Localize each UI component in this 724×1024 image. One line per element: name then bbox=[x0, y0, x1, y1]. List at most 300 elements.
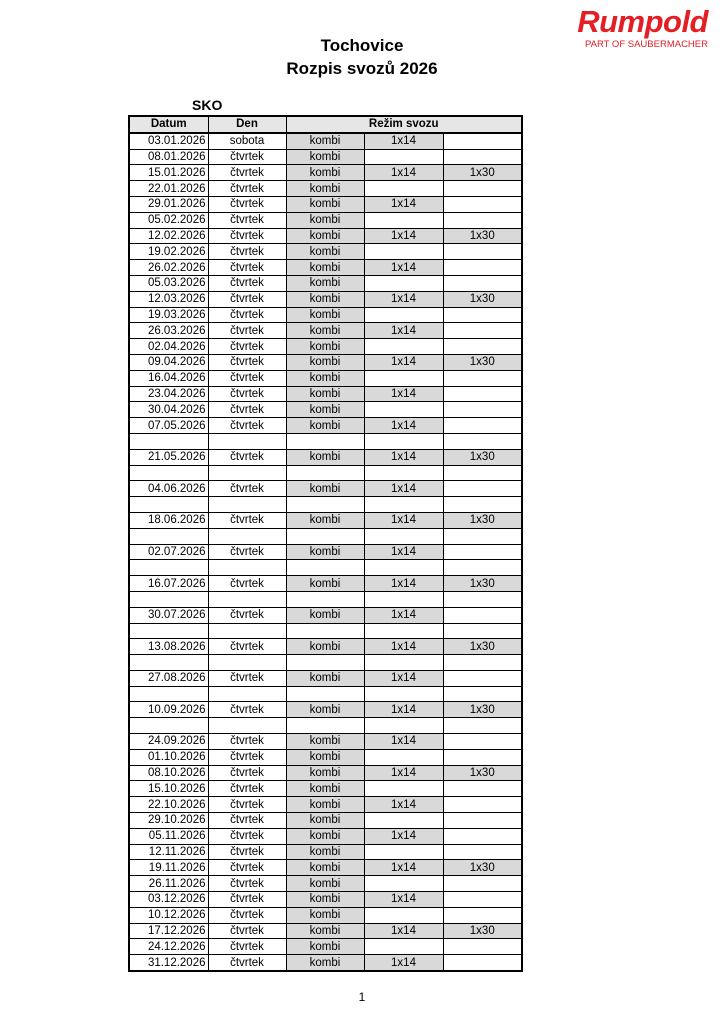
date-cell: 22.01.2026 bbox=[129, 181, 208, 197]
table-row bbox=[129, 734, 522, 750]
date-cell: 30.07.2026 bbox=[129, 607, 208, 623]
table-row bbox=[129, 797, 522, 813]
table-row bbox=[129, 339, 522, 355]
type-cell: kombi bbox=[286, 749, 364, 765]
mode-1x14-cell: 1x14 bbox=[364, 196, 443, 212]
mode-1x14-cell: 1x14 bbox=[364, 607, 443, 623]
day-cell: čtvrtek bbox=[208, 275, 286, 291]
mode-1x30-cell bbox=[443, 907, 522, 923]
type-cell: kombi bbox=[286, 813, 364, 829]
date-cell: 27.08.2026 bbox=[129, 670, 208, 686]
type-cell: kombi bbox=[286, 607, 364, 623]
date-cell: 19.11.2026 bbox=[129, 860, 208, 876]
type-cell: kombi bbox=[286, 923, 364, 939]
table-row bbox=[129, 449, 522, 465]
date-cell: 04.06.2026 bbox=[129, 481, 208, 497]
mode-1x30-cell bbox=[443, 370, 522, 386]
table-row bbox=[129, 497, 522, 513]
table-row bbox=[129, 228, 522, 244]
day-cell: čtvrtek bbox=[208, 734, 286, 750]
date-cell bbox=[129, 591, 208, 607]
mode-1x30-cell bbox=[443, 149, 522, 165]
mode-1x14-cell bbox=[364, 433, 443, 449]
type-cell bbox=[286, 623, 364, 639]
type-cell: kombi bbox=[286, 354, 364, 370]
type-cell: kombi bbox=[286, 860, 364, 876]
day-cell: čtvrtek bbox=[208, 323, 286, 339]
day-cell: čtvrtek bbox=[208, 244, 286, 260]
mode-1x30-cell bbox=[443, 734, 522, 750]
day-cell: čtvrtek bbox=[208, 181, 286, 197]
date-cell: 03.01.2026 bbox=[129, 133, 208, 149]
table-row bbox=[129, 560, 522, 576]
page-number: 1 bbox=[358, 990, 366, 1004]
day-cell: čtvrtek bbox=[208, 212, 286, 228]
type-cell: kombi bbox=[286, 576, 364, 592]
date-cell: 17.12.2026 bbox=[129, 923, 208, 939]
table-row bbox=[129, 765, 522, 781]
type-cell bbox=[286, 591, 364, 607]
date-cell bbox=[129, 623, 208, 639]
mode-1x14-cell: 1x14 bbox=[364, 481, 443, 497]
mode-1x14-cell: 1x14 bbox=[364, 449, 443, 465]
mode-1x30-cell bbox=[443, 196, 522, 212]
type-cell: kombi bbox=[286, 955, 364, 971]
mode-1x30-cell: 1x30 bbox=[443, 165, 522, 181]
mode-1x14-cell: 1x14 bbox=[364, 228, 443, 244]
table-row bbox=[129, 860, 522, 876]
day-cell bbox=[208, 655, 286, 671]
date-cell: 15.01.2026 bbox=[129, 165, 208, 181]
day-cell bbox=[208, 623, 286, 639]
type-cell: kombi bbox=[286, 939, 364, 955]
mode-1x30-cell bbox=[443, 813, 522, 829]
mode-1x14-cell: 1x14 bbox=[364, 765, 443, 781]
type-cell: kombi bbox=[286, 133, 364, 149]
day-cell: čtvrtek bbox=[208, 165, 286, 181]
date-cell bbox=[129, 560, 208, 576]
type-cell: kombi bbox=[286, 481, 364, 497]
day-cell bbox=[208, 686, 286, 702]
day-cell bbox=[208, 528, 286, 544]
table-row bbox=[129, 813, 522, 829]
type-cell: kombi bbox=[286, 907, 364, 923]
table-row bbox=[129, 702, 522, 718]
day-cell: čtvrtek bbox=[208, 907, 286, 923]
table-row bbox=[129, 670, 522, 686]
day-cell: čtvrtek bbox=[208, 860, 286, 876]
date-cell bbox=[129, 497, 208, 513]
mode-1x14-cell bbox=[364, 339, 443, 355]
date-cell: 12.03.2026 bbox=[129, 291, 208, 307]
mode-1x14-cell bbox=[364, 181, 443, 197]
day-cell: čtvrtek bbox=[208, 354, 286, 370]
table-row bbox=[129, 149, 522, 165]
table-row bbox=[129, 591, 522, 607]
mode-1x14-cell bbox=[364, 402, 443, 418]
mode-1x14-cell bbox=[364, 655, 443, 671]
date-cell: 02.04.2026 bbox=[129, 339, 208, 355]
mode-1x30-cell bbox=[443, 560, 522, 576]
mode-1x14-cell: 1x14 bbox=[364, 639, 443, 655]
mode-1x30-cell bbox=[443, 275, 522, 291]
type-cell: kombi bbox=[286, 339, 364, 355]
day-cell: čtvrtek bbox=[208, 481, 286, 497]
mode-1x14-cell bbox=[364, 907, 443, 923]
type-cell: kombi bbox=[286, 418, 364, 434]
day-cell: čtvrtek bbox=[208, 307, 286, 323]
mode-1x14-cell bbox=[364, 528, 443, 544]
mode-1x30-cell bbox=[443, 844, 522, 860]
mode-1x30-cell bbox=[443, 386, 522, 402]
mode-1x30-cell bbox=[443, 528, 522, 544]
mode-1x30-cell: 1x30 bbox=[443, 576, 522, 592]
table-row bbox=[129, 955, 522, 971]
mode-1x30-cell: 1x30 bbox=[443, 860, 522, 876]
day-cell: čtvrtek bbox=[208, 892, 286, 908]
type-cell: kombi bbox=[286, 892, 364, 908]
date-cell: 16.07.2026 bbox=[129, 576, 208, 592]
day-cell: čtvrtek bbox=[208, 702, 286, 718]
date-cell bbox=[129, 465, 208, 481]
mode-1x30-cell bbox=[443, 402, 522, 418]
mode-1x14-cell bbox=[364, 212, 443, 228]
mode-1x30-cell bbox=[443, 892, 522, 908]
table-row bbox=[129, 244, 522, 260]
date-cell: 21.05.2026 bbox=[129, 449, 208, 465]
mode-1x14-cell bbox=[364, 244, 443, 260]
mode-1x30-cell bbox=[443, 465, 522, 481]
table-row bbox=[129, 433, 522, 449]
type-cell: kombi bbox=[286, 797, 364, 813]
type-cell bbox=[286, 528, 364, 544]
day-cell: čtvrtek bbox=[208, 781, 286, 797]
mode-1x14-cell: 1x14 bbox=[364, 165, 443, 181]
type-cell bbox=[286, 465, 364, 481]
table-row bbox=[129, 939, 522, 955]
type-cell: kombi bbox=[286, 512, 364, 528]
type-cell: kombi bbox=[286, 260, 364, 276]
date-cell: 08.01.2026 bbox=[129, 149, 208, 165]
date-cell: 19.03.2026 bbox=[129, 307, 208, 323]
date-cell bbox=[129, 528, 208, 544]
day-cell: čtvrtek bbox=[208, 797, 286, 813]
day-cell: čtvrtek bbox=[208, 370, 286, 386]
table-row bbox=[129, 275, 522, 291]
day-cell: čtvrtek bbox=[208, 765, 286, 781]
mode-1x14-cell: 1x14 bbox=[364, 828, 443, 844]
mode-1x30-cell bbox=[443, 876, 522, 892]
type-cell: kombi bbox=[286, 670, 364, 686]
table-row bbox=[129, 165, 522, 181]
mode-1x14-cell bbox=[364, 307, 443, 323]
mode-1x14-cell bbox=[364, 813, 443, 829]
day-cell: čtvrtek bbox=[208, 876, 286, 892]
header-day: Den bbox=[208, 116, 286, 133]
type-cell bbox=[286, 718, 364, 734]
day-cell bbox=[208, 465, 286, 481]
mode-1x30-cell bbox=[443, 244, 522, 260]
table-row bbox=[129, 907, 522, 923]
type-cell: kombi bbox=[286, 781, 364, 797]
mode-1x14-cell bbox=[364, 939, 443, 955]
type-cell: kombi bbox=[286, 165, 364, 181]
table-row bbox=[129, 196, 522, 212]
mode-1x14-cell: 1x14 bbox=[364, 418, 443, 434]
type-cell: kombi bbox=[286, 765, 364, 781]
date-cell: 31.12.2026 bbox=[129, 955, 208, 971]
type-cell bbox=[286, 560, 364, 576]
table-row bbox=[129, 370, 522, 386]
mode-1x30-cell bbox=[443, 323, 522, 339]
mode-1x14-cell bbox=[364, 560, 443, 576]
type-cell: kombi bbox=[286, 275, 364, 291]
mode-1x14-cell: 1x14 bbox=[364, 386, 443, 402]
table-row bbox=[129, 749, 522, 765]
mode-1x30-cell bbox=[443, 591, 522, 607]
day-cell: čtvrtek bbox=[208, 149, 286, 165]
date-cell: 13.08.2026 bbox=[129, 639, 208, 655]
mode-1x30-cell: 1x30 bbox=[443, 702, 522, 718]
table-row bbox=[129, 133, 522, 149]
date-cell: 23.04.2026 bbox=[129, 386, 208, 402]
table-row bbox=[129, 260, 522, 276]
mode-1x30-cell bbox=[443, 670, 522, 686]
day-cell: čtvrtek bbox=[208, 749, 286, 765]
table-row bbox=[129, 418, 522, 434]
mode-1x30-cell bbox=[443, 955, 522, 971]
table-row bbox=[129, 828, 522, 844]
type-cell: kombi bbox=[286, 181, 364, 197]
mode-1x30-cell bbox=[443, 655, 522, 671]
table-row bbox=[129, 607, 522, 623]
mode-1x30-cell bbox=[443, 939, 522, 955]
date-cell: 08.10.2026 bbox=[129, 765, 208, 781]
table-row bbox=[129, 639, 522, 655]
mode-1x14-cell bbox=[364, 149, 443, 165]
type-cell: kombi bbox=[286, 228, 364, 244]
date-cell: 05.03.2026 bbox=[129, 275, 208, 291]
mode-1x30-cell bbox=[443, 623, 522, 639]
mode-1x30-cell: 1x30 bbox=[443, 449, 522, 465]
day-cell: čtvrtek bbox=[208, 449, 286, 465]
day-cell: čtvrtek bbox=[208, 512, 286, 528]
date-cell bbox=[129, 655, 208, 671]
mode-1x14-cell bbox=[364, 591, 443, 607]
date-cell: 10.09.2026 bbox=[129, 702, 208, 718]
page-title: Tochovice bbox=[320, 36, 404, 55]
day-cell: čtvrtek bbox=[208, 260, 286, 276]
mode-1x30-cell bbox=[443, 212, 522, 228]
date-cell bbox=[129, 433, 208, 449]
day-cell bbox=[208, 497, 286, 513]
day-cell bbox=[208, 718, 286, 734]
date-cell: 01.10.2026 bbox=[129, 749, 208, 765]
type-cell: kombi bbox=[286, 370, 364, 386]
type-cell: kombi bbox=[286, 828, 364, 844]
type-cell: kombi bbox=[286, 734, 364, 750]
mode-1x30-cell bbox=[443, 797, 522, 813]
day-cell: čtvrtek bbox=[208, 813, 286, 829]
section-label: SKO bbox=[192, 97, 223, 113]
day-cell: čtvrtek bbox=[208, 339, 286, 355]
table-row bbox=[129, 181, 522, 197]
table-row bbox=[129, 576, 522, 592]
table-row bbox=[129, 655, 522, 671]
date-cell: 22.10.2026 bbox=[129, 797, 208, 813]
mode-1x14-cell: 1x14 bbox=[364, 955, 443, 971]
mode-1x14-cell bbox=[364, 465, 443, 481]
date-cell: 09.04.2026 bbox=[129, 354, 208, 370]
mode-1x30-cell: 1x30 bbox=[443, 228, 522, 244]
collection-schedule-table bbox=[128, 115, 523, 972]
table-row bbox=[129, 512, 522, 528]
date-cell: 24.09.2026 bbox=[129, 734, 208, 750]
mode-1x14-cell bbox=[364, 876, 443, 892]
header-mode: Režim svozu bbox=[286, 116, 522, 133]
mode-1x14-cell: 1x14 bbox=[364, 860, 443, 876]
mode-1x30-cell bbox=[443, 497, 522, 513]
table-row bbox=[129, 528, 522, 544]
mode-1x14-cell: 1x14 bbox=[364, 323, 443, 339]
date-cell: 12.02.2026 bbox=[129, 228, 208, 244]
header-date: Datum bbox=[129, 116, 208, 133]
mode-1x14-cell: 1x14 bbox=[364, 670, 443, 686]
mode-1x14-cell bbox=[364, 718, 443, 734]
mode-1x14-cell: 1x14 bbox=[364, 260, 443, 276]
mode-1x14-cell bbox=[364, 844, 443, 860]
table-row bbox=[129, 892, 522, 908]
mode-1x14-cell: 1x14 bbox=[364, 291, 443, 307]
day-cell: čtvrtek bbox=[208, 607, 286, 623]
table-row bbox=[129, 923, 522, 939]
mode-1x30-cell: 1x30 bbox=[443, 354, 522, 370]
day-cell: čtvrtek bbox=[208, 576, 286, 592]
mode-1x14-cell bbox=[364, 781, 443, 797]
date-cell: 24.12.2026 bbox=[129, 939, 208, 955]
mode-1x30-cell: 1x30 bbox=[443, 765, 522, 781]
date-cell: 15.10.2026 bbox=[129, 781, 208, 797]
type-cell: kombi bbox=[286, 702, 364, 718]
table-row bbox=[129, 781, 522, 797]
type-cell bbox=[286, 433, 364, 449]
day-cell: čtvrtek bbox=[208, 291, 286, 307]
type-cell: kombi bbox=[286, 323, 364, 339]
type-cell: kombi bbox=[286, 291, 364, 307]
type-cell: kombi bbox=[286, 544, 364, 560]
mode-1x30-cell bbox=[443, 828, 522, 844]
day-cell: čtvrtek bbox=[208, 939, 286, 955]
type-cell: kombi bbox=[286, 386, 364, 402]
table-row bbox=[129, 465, 522, 481]
mode-1x30-cell bbox=[443, 307, 522, 323]
date-cell: 26.11.2026 bbox=[129, 876, 208, 892]
type-cell: kombi bbox=[286, 844, 364, 860]
table-row bbox=[129, 354, 522, 370]
mode-1x14-cell bbox=[364, 370, 443, 386]
date-cell bbox=[129, 718, 208, 734]
type-cell: kombi bbox=[286, 307, 364, 323]
day-cell: čtvrtek bbox=[208, 828, 286, 844]
mode-1x14-cell: 1x14 bbox=[364, 544, 443, 560]
table-header-row bbox=[129, 116, 522, 133]
day-cell bbox=[208, 433, 286, 449]
mode-1x14-cell: 1x14 bbox=[364, 923, 443, 939]
date-cell: 02.07.2026 bbox=[129, 544, 208, 560]
date-cell: 07.05.2026 bbox=[129, 418, 208, 434]
type-cell bbox=[286, 686, 364, 702]
mode-1x14-cell: 1x14 bbox=[364, 734, 443, 750]
type-cell: kombi bbox=[286, 212, 364, 228]
table-row bbox=[129, 481, 522, 497]
table-row bbox=[129, 844, 522, 860]
table-row bbox=[129, 323, 522, 339]
date-cell: 12.11.2026 bbox=[129, 844, 208, 860]
day-cell: čtvrtek bbox=[208, 955, 286, 971]
mode-1x30-cell bbox=[443, 781, 522, 797]
type-cell: kombi bbox=[286, 196, 364, 212]
mode-1x30-cell bbox=[443, 607, 522, 623]
mode-1x30-cell: 1x30 bbox=[443, 923, 522, 939]
mode-1x14-cell: 1x14 bbox=[364, 576, 443, 592]
day-cell: sobota bbox=[208, 133, 286, 149]
mode-1x30-cell bbox=[443, 718, 522, 734]
day-cell: čtvrtek bbox=[208, 844, 286, 860]
table-row bbox=[129, 544, 522, 560]
mode-1x14-cell: 1x14 bbox=[364, 512, 443, 528]
table-row bbox=[129, 212, 522, 228]
date-cell: 16.04.2026 bbox=[129, 370, 208, 386]
mode-1x30-cell: 1x30 bbox=[443, 512, 522, 528]
mode-1x14-cell: 1x14 bbox=[364, 892, 443, 908]
mode-1x30-cell bbox=[443, 686, 522, 702]
mode-1x30-cell bbox=[443, 181, 522, 197]
mode-1x30-cell bbox=[443, 749, 522, 765]
date-cell: 19.02.2026 bbox=[129, 244, 208, 260]
table-row bbox=[129, 686, 522, 702]
table-row bbox=[129, 876, 522, 892]
table-row bbox=[129, 291, 522, 307]
type-cell: kombi bbox=[286, 149, 364, 165]
logo-name: Rumpold bbox=[577, 4, 708, 39]
day-cell: čtvrtek bbox=[208, 923, 286, 939]
day-cell: čtvrtek bbox=[208, 228, 286, 244]
date-cell: 05.02.2026 bbox=[129, 212, 208, 228]
table-row bbox=[129, 402, 522, 418]
date-cell: 29.01.2026 bbox=[129, 196, 208, 212]
logo-tagline: PART OF SAUBERMACHER bbox=[585, 39, 708, 50]
day-cell: čtvrtek bbox=[208, 544, 286, 560]
type-cell bbox=[286, 655, 364, 671]
table-row bbox=[129, 307, 522, 323]
type-cell: kombi bbox=[286, 449, 364, 465]
day-cell bbox=[208, 560, 286, 576]
day-cell: čtvrtek bbox=[208, 418, 286, 434]
date-cell: 03.12.2026 bbox=[129, 892, 208, 908]
mode-1x30-cell bbox=[443, 433, 522, 449]
type-cell: kombi bbox=[286, 402, 364, 418]
date-cell: 05.11.2026 bbox=[129, 828, 208, 844]
mode-1x14-cell: 1x14 bbox=[364, 797, 443, 813]
mode-1x30-cell bbox=[443, 339, 522, 355]
mode-1x30-cell bbox=[443, 260, 522, 276]
table-row bbox=[129, 623, 522, 639]
mode-1x30-cell bbox=[443, 418, 522, 434]
mode-1x14-cell bbox=[364, 686, 443, 702]
table-row bbox=[129, 386, 522, 402]
mode-1x30-cell bbox=[443, 481, 522, 497]
day-cell bbox=[208, 591, 286, 607]
